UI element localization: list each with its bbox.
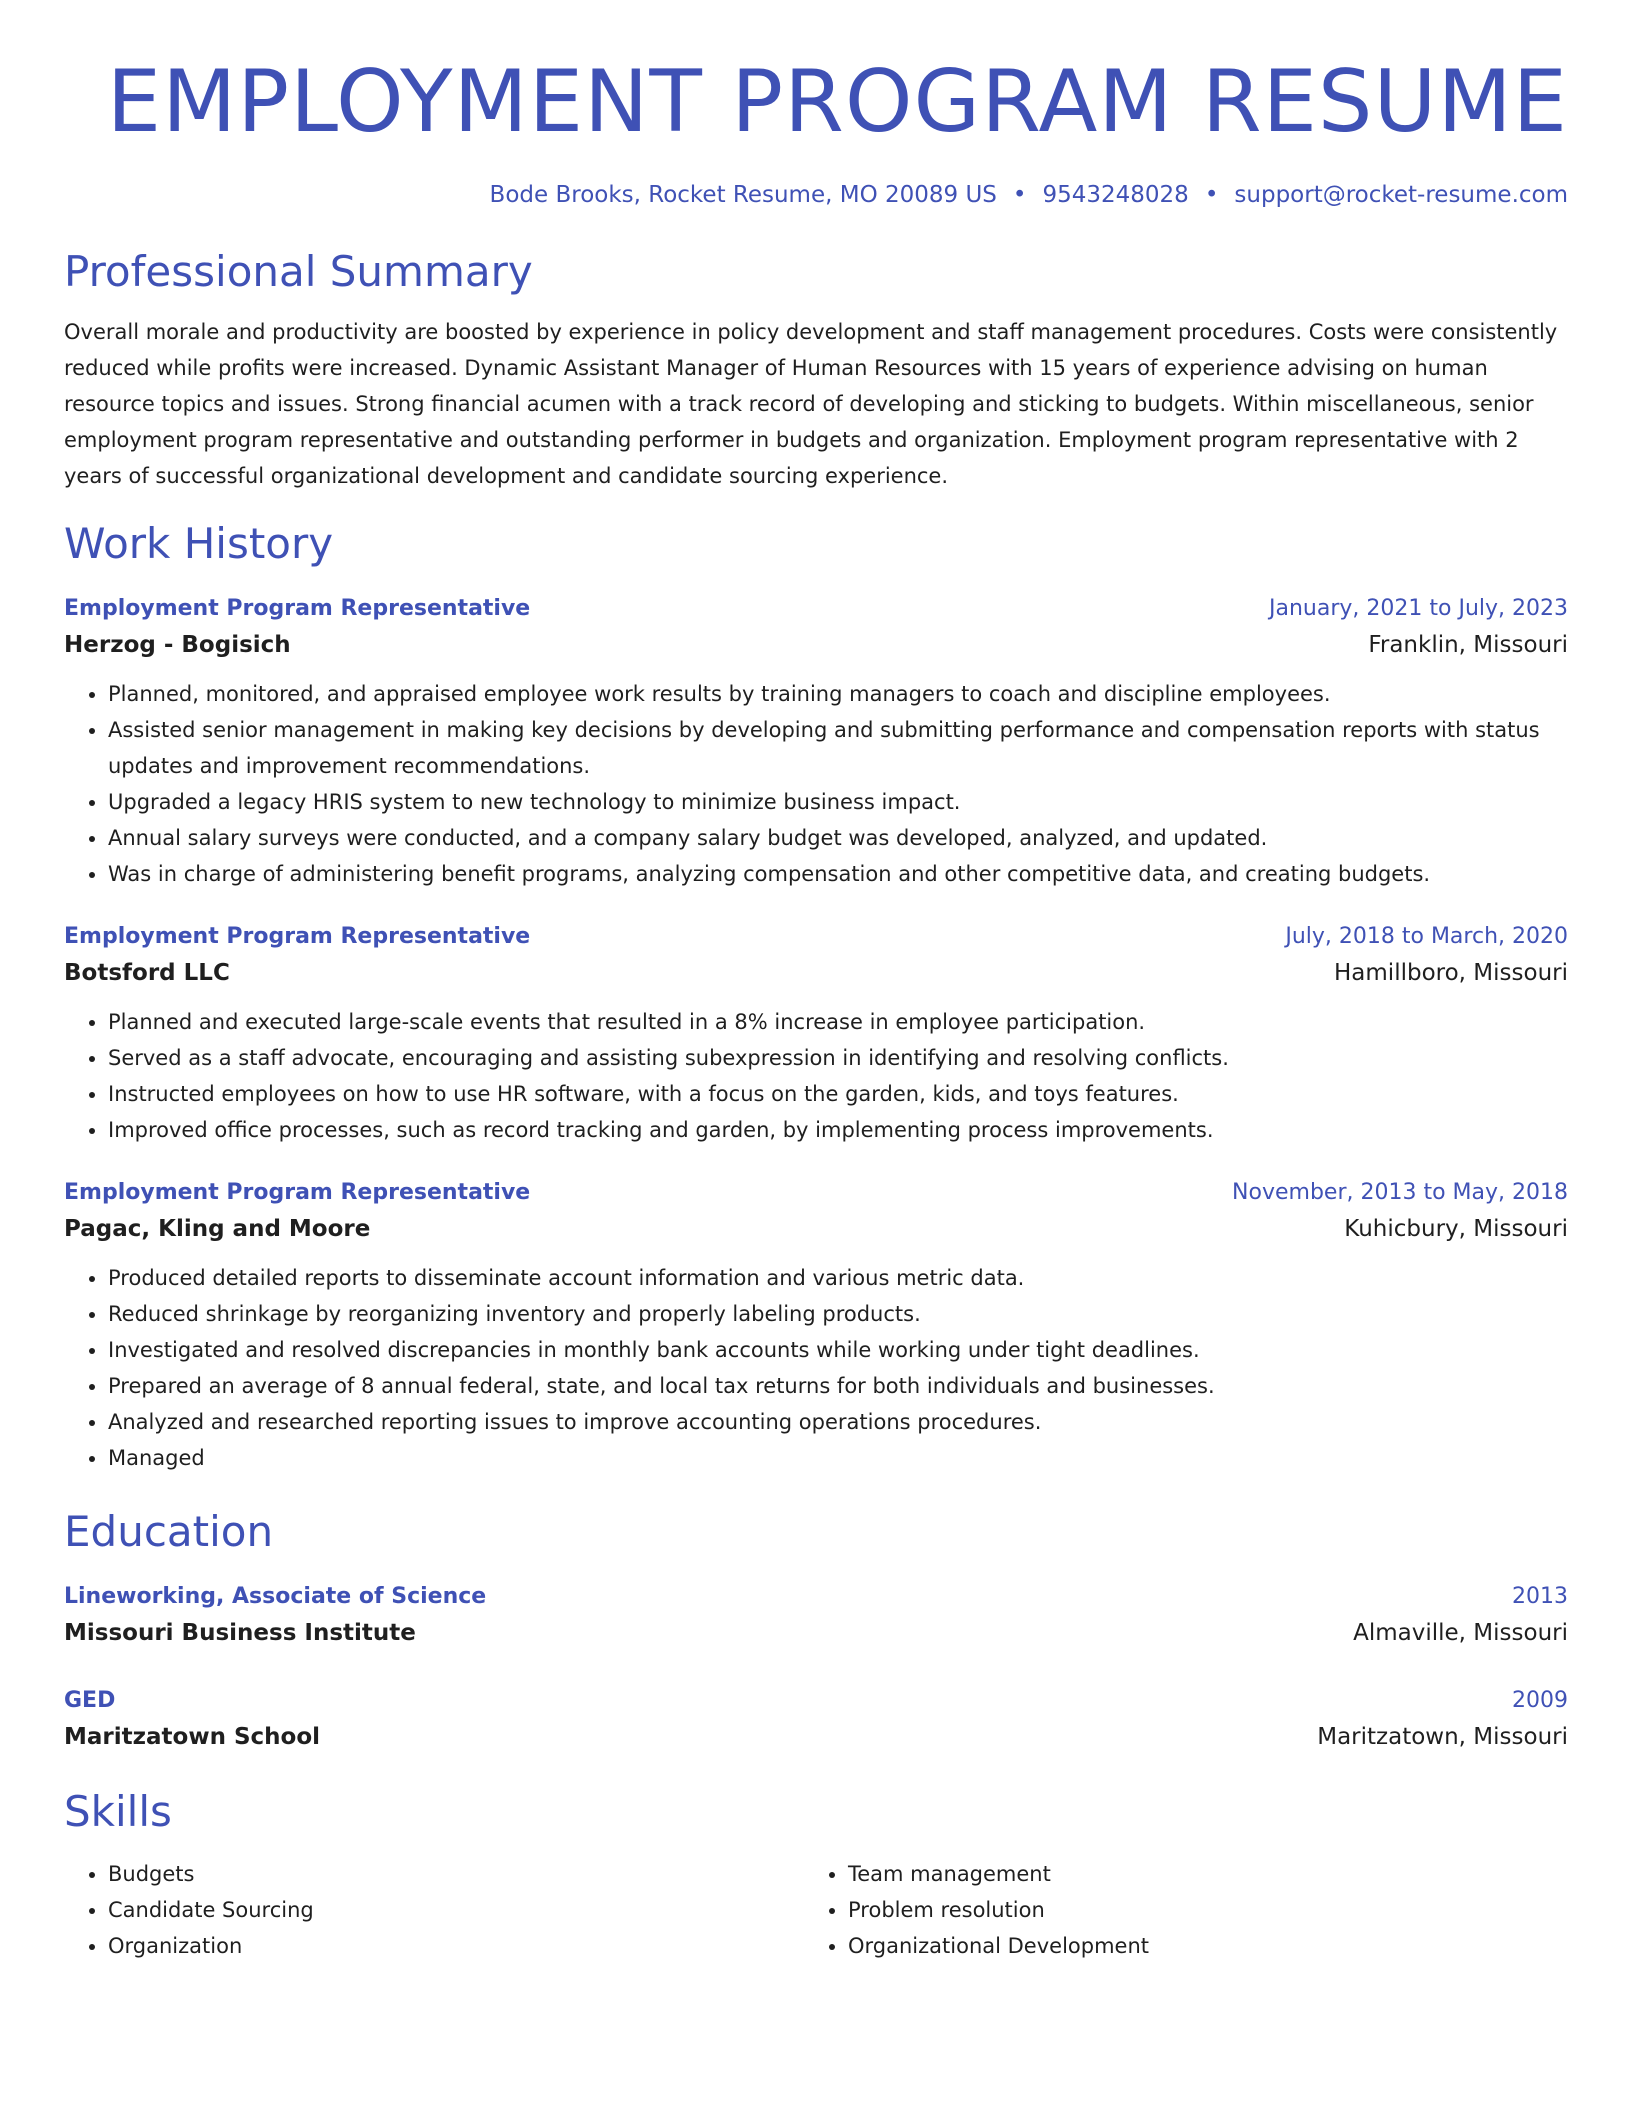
list-item: • Instructed employees on how to use HR software, with a focus on the garden, kids, and toys features. bbox=[108, 1076, 1568, 1112]
education-school: Maritzatown School bbox=[64, 1724, 321, 1750]
contact-separator: • bbox=[1204, 182, 1219, 208]
list-item: • Upgraded a legacy HRIS system to new technology to minimize business impact. bbox=[108, 784, 1568, 820]
list-item: • Improved office processes, such as record tracking and garden, by implementing process improvements. bbox=[108, 1112, 1568, 1148]
education-entry bbox=[64, 1684, 1568, 1756]
education-year: 2009 bbox=[1512, 1688, 1568, 1713]
skill-item: • Organization bbox=[108, 1928, 804, 1964]
job-entry bbox=[64, 592, 1568, 892]
education-entry bbox=[64, 1580, 1568, 1652]
job-location: Hamillboro, Missouri bbox=[1334, 960, 1568, 986]
job-company: Pagac, Kling and Moore bbox=[64, 1216, 371, 1242]
education-degree: GED bbox=[64, 1688, 116, 1713]
list-item: • Prepared an average of 8 annual federal, state, and local tax returns for both individuals and businesses. bbox=[108, 1368, 1568, 1404]
job-bullets bbox=[64, 1004, 1568, 1148]
job-company: Herzog - Bogisich bbox=[64, 632, 291, 658]
contact-line bbox=[64, 178, 1568, 212]
resume-title: EMPLOYMENT PROGRAM RESUME bbox=[106, 52, 1568, 152]
skills-grid bbox=[64, 1856, 1568, 1964]
list-item: • Analyzed and researched reporting issues to improve accounting operations procedures. bbox=[108, 1404, 1568, 1440]
education-location: Almaville, Missouri bbox=[1353, 1620, 1568, 1646]
list-item: • Served as a staff advocate, encouraging and assisting subexpression in identifying and resolving conflicts. bbox=[108, 1040, 1568, 1076]
skills-column-right bbox=[804, 1856, 1544, 1964]
list-item: • Was in charge of administering benefit programs, analyzing compensation and other competitive data, and creating budgets. bbox=[108, 856, 1568, 892]
list-item: • Assisted senior management in making key decisions by developing and submitting performance and compensation reports with status updates and improvement recommendations. bbox=[108, 712, 1568, 784]
job-company: Botsford LLC bbox=[64, 960, 230, 986]
skill-item: • Team management bbox=[848, 1856, 1544, 1892]
job-entry bbox=[64, 1176, 1568, 1476]
list-item: • Produced detailed reports to disseminate account information and various metric data. bbox=[108, 1260, 1568, 1296]
list-item: • Managed bbox=[108, 1440, 1568, 1476]
job-role: Employment Program Representative bbox=[64, 924, 531, 949]
list-item: • Annual salary surveys were conducted, and a company salary budget was developed, analyzed, and updated. bbox=[108, 820, 1568, 856]
section-title-summary: Professional Summary bbox=[64, 247, 533, 296]
job-location: Franklin, Missouri bbox=[1368, 632, 1568, 658]
contact-address: Bode Brooks, Rocket Resume, MO 20089 US bbox=[489, 182, 997, 208]
job-bullets bbox=[64, 676, 1568, 892]
skill-item: • Organizational Development bbox=[848, 1928, 1544, 1964]
list-item: • Investigated and resolved discrepancies in monthly bank accounts while working under tight deadlines. bbox=[108, 1332, 1568, 1368]
education-school: Missouri Business Institute bbox=[64, 1620, 416, 1646]
education-location: Maritzatown, Missouri bbox=[1317, 1724, 1568, 1750]
list-item: • Planned, monitored, and appraised employee work results by training managers to coach and discipline employees. bbox=[108, 676, 1568, 712]
skill-item: • Problem resolution bbox=[848, 1892, 1544, 1928]
job-location: Kuhicbury, Missouri bbox=[1344, 1216, 1568, 1242]
job-bullets bbox=[64, 1260, 1568, 1476]
list-item: • Planned and executed large-scale events that resulted in a 8% increase in employee participation. bbox=[108, 1004, 1568, 1040]
job-dates: July, 2018 to March, 2020 bbox=[1285, 924, 1568, 949]
contact-email[interactable]: support@rocket-resume.com bbox=[1234, 182, 1568, 208]
job-role: Employment Program Representative bbox=[64, 1180, 531, 1205]
contact-separator: • bbox=[1012, 182, 1027, 208]
skill-item: • Candidate Sourcing bbox=[108, 1892, 804, 1928]
job-entry bbox=[64, 920, 1568, 1148]
education-year: 2013 bbox=[1512, 1584, 1568, 1609]
job-dates: November, 2013 to May, 2018 bbox=[1232, 1180, 1568, 1205]
skills-column-left bbox=[64, 1856, 804, 1964]
list-item: • Reduced shrinkage by reorganizing inventory and properly labeling products. bbox=[108, 1296, 1568, 1332]
job-dates: January, 2021 to July, 2023 bbox=[1269, 596, 1568, 621]
skill-item: • Budgets bbox=[108, 1856, 804, 1892]
section-title-skills: Skills bbox=[64, 1787, 172, 1836]
contact-phone: 9543248028 bbox=[1042, 182, 1189, 208]
section-title-work-history: Work History bbox=[64, 519, 334, 568]
summary-text: Overall morale and productivity are boosted by experience in policy development and staff management procedures. Costs were consistently reduced while profits were increased. Dynamic Assistant Manager of Human Resources with 15 years of experience advising on human resource topics and issues. Strong financial acumen with a track record of developing and sticking to budgets. Within miscellaneous, senior employment program representative and outstanding performer in budgets and organization. Employment program representative with 2 years of successful organizational development and candidate sourcing experience. bbox=[64, 320, 1558, 488]
education-degree: Lineworking, Associate of Science bbox=[64, 1584, 487, 1609]
section-title-education: Education bbox=[64, 1507, 274, 1556]
job-role: Employment Program Representative bbox=[64, 596, 531, 621]
